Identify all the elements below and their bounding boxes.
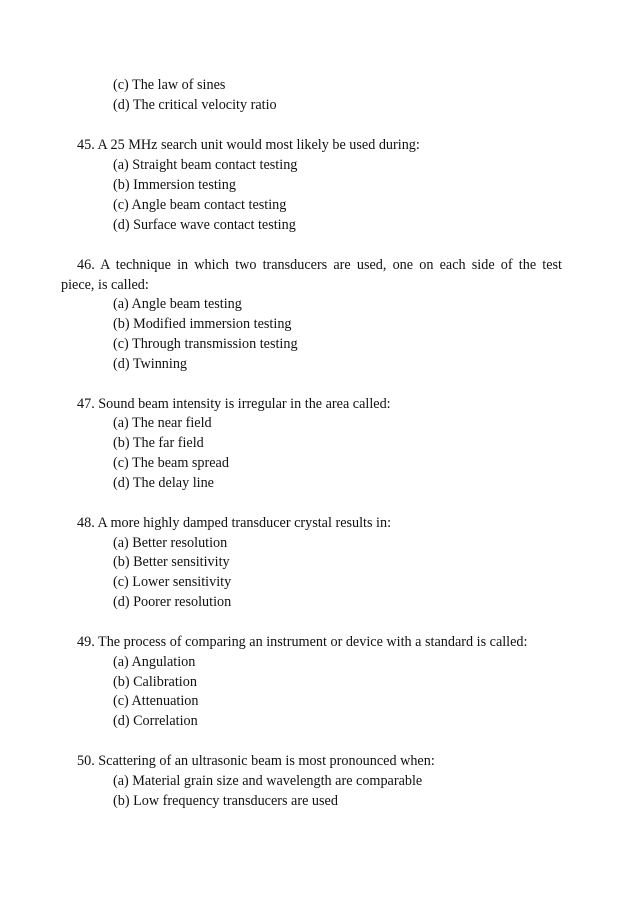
question-46-option-a: (a) Angle beam testing <box>113 296 242 312</box>
option-c: (c) The law of sines <box>113 77 226 93</box>
question-48-stem: 48. A more highly damped transducer crystal results in: <box>77 515 392 531</box>
question-45-option-d: (d) Surface wave contact testing <box>113 217 296 233</box>
question-45-option-b: (b) Immersion testing <box>113 177 236 193</box>
question-47-stem: 47. Sound beam intensity is irregular in the area called: <box>77 396 391 412</box>
question-47-option-d: (d) The delay line <box>113 475 214 491</box>
question-46-option-c: (c) Through transmission testing <box>113 336 298 352</box>
question-50-option-a: (a) Material grain size and wavelength are comparable <box>113 773 423 789</box>
question-49-stem: 49. The process of comparing an instrument or device with a standard is called: <box>77 634 528 650</box>
question-47-option-a: (a) The near field <box>113 415 212 431</box>
question-46-stem-line2: piece, is called: <box>61 277 149 293</box>
question-46-stem-line1: 46. A technique in which two transducers are used, one on each side of the test <box>77 257 562 273</box>
question-49-option-d: (d) Correlation <box>113 713 198 729</box>
question-49-option-c: (c) Attenuation <box>113 693 199 709</box>
question-47-option-c: (c) The beam spread <box>113 455 229 471</box>
question-49-option-b: (b) Calibration <box>113 674 197 690</box>
question-48-option-d: (d) Poorer resolution <box>113 594 232 610</box>
question-45-option-a: (a) Straight beam contact testing <box>113 157 298 173</box>
question-45-option-c: (c) Angle beam contact testing <box>113 197 287 213</box>
option-d: (d) The critical velocity ratio <box>113 97 277 113</box>
question-47-option-b: (b) The far field <box>113 435 204 451</box>
question-46-option-b: (b) Modified immersion testing <box>113 316 292 332</box>
question-50-stem: 50. Scattering of an ultrasonic beam is most pronounced when: <box>77 753 435 769</box>
question-49-option-a: (a) Angulation <box>113 654 196 670</box>
question-45-stem: 45. A 25 MHz search unit would most likely be used during: <box>77 137 420 153</box>
question-50-option-b: (b) Low frequency transducers are used <box>113 793 338 809</box>
question-48-option-a: (a) Better resolution <box>113 535 228 551</box>
question-48-option-b: (b) Better sensitivity <box>113 554 230 570</box>
question-48-option-c: (c) Lower sensitivity <box>113 574 232 590</box>
question-46-option-d: (d) Twinning <box>113 356 188 372</box>
